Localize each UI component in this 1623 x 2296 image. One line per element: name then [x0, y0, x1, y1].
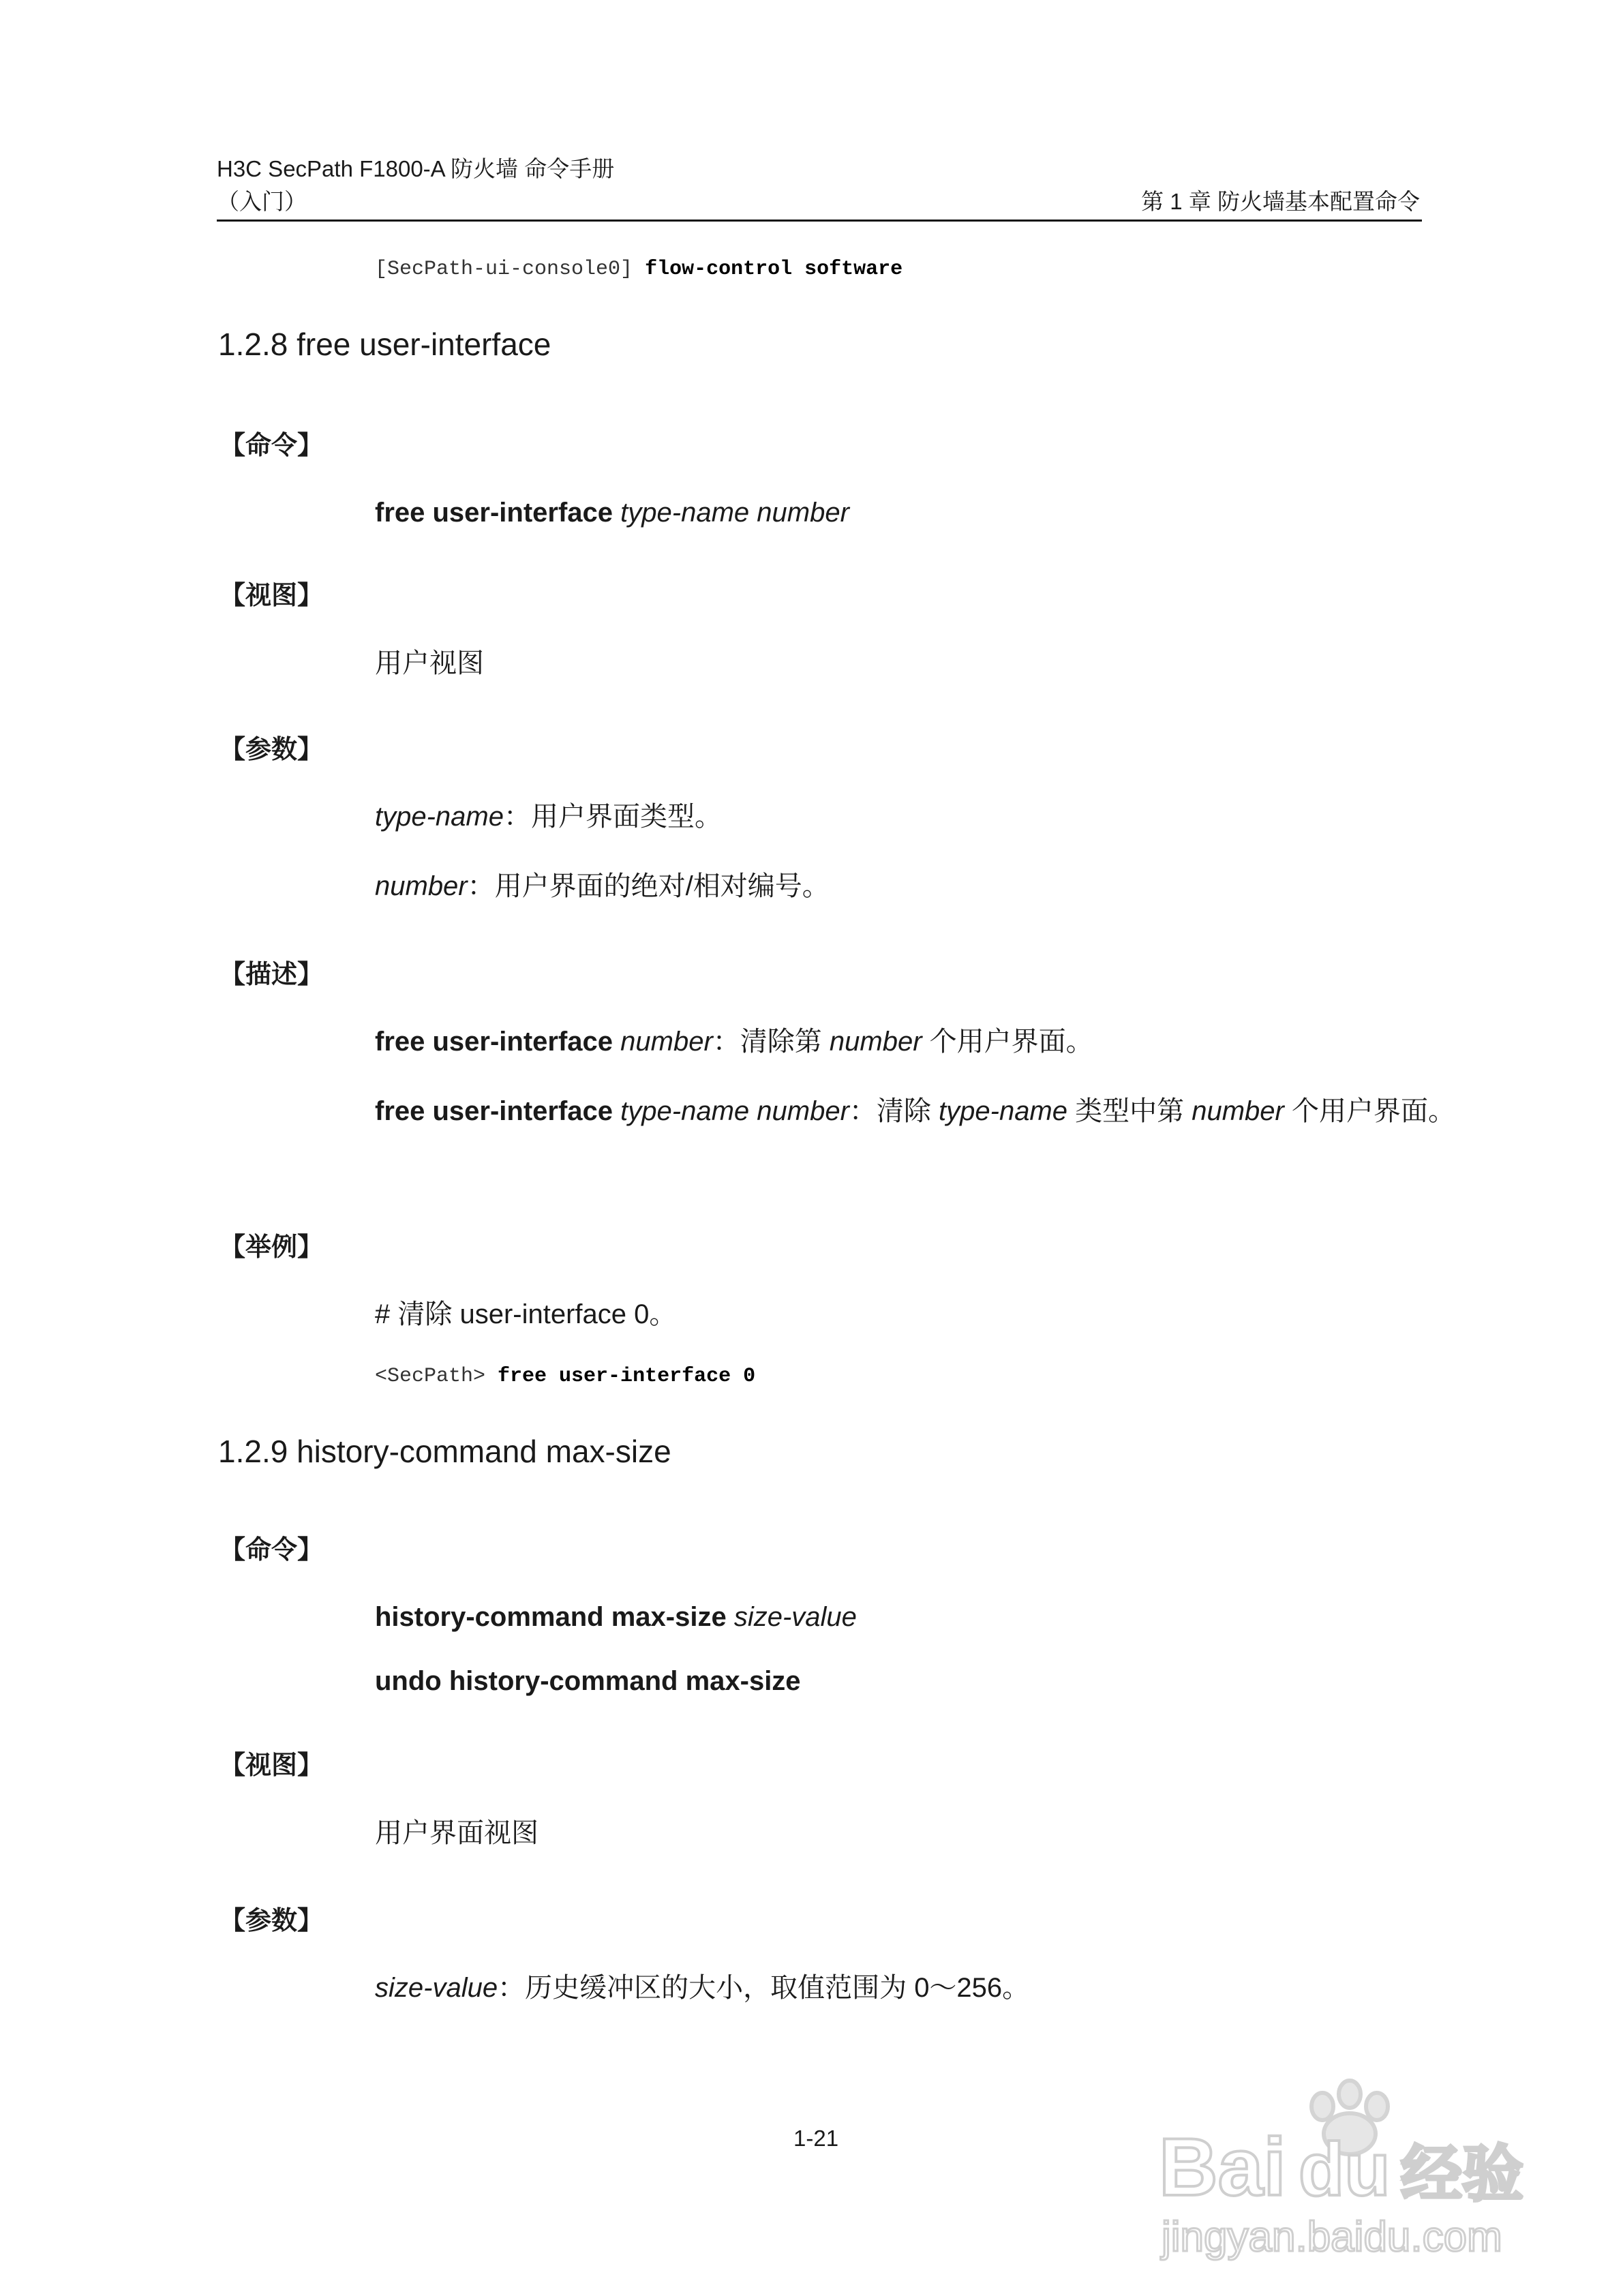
svg-text:du: du	[1299, 2128, 1391, 2211]
baidu-jingyan-watermark	[1152, 2066, 1547, 2270]
header-chapter: 第 1 章 防火墙基本配置命令	[1141, 189, 1420, 214]
label-command: 【命令】	[219, 432, 324, 460]
label-description: 【描述】	[219, 961, 324, 989]
code-prompt: [SecPath-ui-console0]	[375, 258, 646, 281]
label-command-2: 【命令】	[219, 1536, 324, 1565]
label-params-2: 【参数】	[219, 1907, 324, 1935]
header-title: H3C SecPath F1800-A 防火墙 命令手册	[217, 156, 615, 181]
command-syntax-undo: undo history-command max-size	[375, 1666, 801, 1696]
section-heading-1-2-9: 1.2.9 history-command max-size	[218, 1434, 671, 1469]
view-text: 用户视图	[375, 648, 484, 678]
example-comment: # 清除 user-interface 0。	[375, 1299, 677, 1329]
svg-text:经验: 经验	[1401, 2139, 1523, 2210]
param-number: number：用户界面的绝对/相对编号。	[375, 871, 830, 901]
command-syntax: free user-interface type-name number	[375, 498, 849, 528]
example-code: <SecPath> free user-interface 0	[375, 1365, 756, 1388]
description-line-1: free user-interface number：清除第 number 个用户界面。	[375, 1027, 1093, 1057]
label-example: 【举例】	[219, 1233, 324, 1262]
header-rule	[217, 220, 1422, 222]
view-text-2: 用户界面视图	[375, 1818, 539, 1848]
header-subtitle: （入门）	[217, 189, 307, 214]
svg-text:jingyan.baidu.com: jingyan.baidu.com	[1162, 2214, 1502, 2261]
page-number: 1-21	[793, 2126, 839, 2151]
code-command: flow-control software	[645, 258, 903, 281]
label-view: 【视图】	[219, 581, 324, 610]
command-syntax-history: history-command max-size size-value	[375, 1602, 857, 1632]
label-params: 【参数】	[219, 736, 324, 764]
section-heading-1-2-8: 1.2.8 free user-interface	[218, 327, 551, 362]
param-type-name: type-name：用户界面类型。	[375, 802, 722, 832]
param-size-value: size-value：历史缓冲区的大小，取值范围为 0～256。	[375, 1973, 1030, 2003]
label-view-2: 【视图】	[219, 1751, 324, 1780]
description-line-2: free user-interface type-name number：清除 type-name 类型中第 number 个用户界面。	[375, 1096, 1455, 1126]
code-line-flow-control	[375, 258, 902, 281]
svg-text:Bai: Bai	[1159, 2121, 1286, 2213]
